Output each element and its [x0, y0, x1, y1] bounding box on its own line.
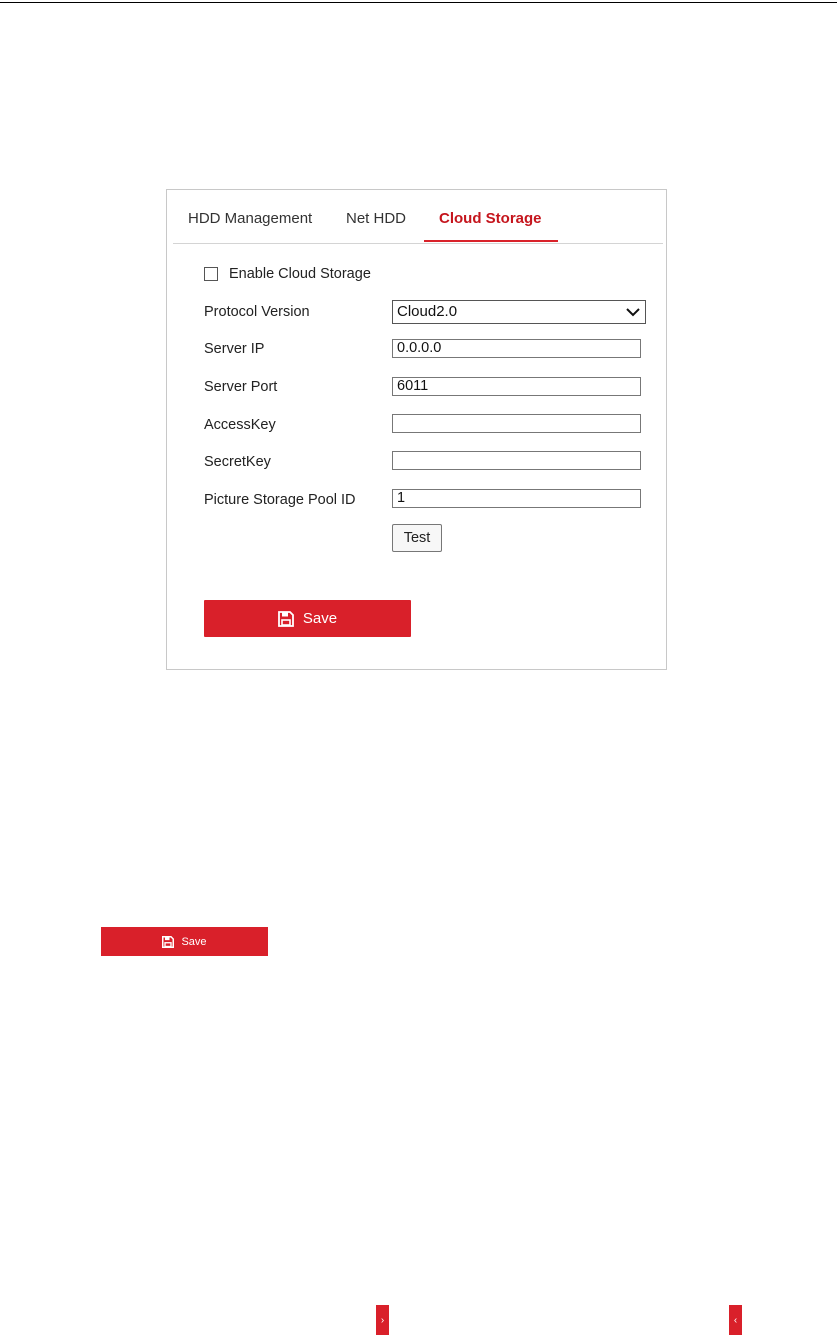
save-icon — [278, 611, 294, 627]
picture-storage-pool-id-label: Picture Storage Pool ID — [204, 492, 356, 508]
chevron-down-icon — [626, 306, 640, 318]
protocol-version-value: Cloud2.0 — [397, 303, 458, 320]
chevron-right-icon: › — [380, 1314, 385, 1326]
save-icon — [162, 936, 174, 948]
save-button[interactable] — [204, 600, 411, 637]
enable-cloud-storage-checkbox[interactable] — [204, 267, 218, 281]
enable-cloud-storage-row[interactable] — [204, 266, 371, 282]
active-tab-underline — [424, 240, 558, 242]
chevron-left-icon: ‹ — [733, 1314, 738, 1326]
access-key-label: AccessKey — [204, 417, 276, 433]
cloud-storage-panel — [166, 189, 667, 670]
side-tab-collapse[interactable] — [729, 1305, 742, 1335]
enable-cloud-storage-label: Enable Cloud Storage — [229, 266, 371, 282]
tab-bar — [173, 190, 663, 244]
tab-cloud-storage[interactable]: Cloud Storage — [439, 210, 542, 227]
test-button[interactable]: Test — [392, 524, 442, 552]
picture-storage-pool-id-input[interactable]: 1 — [392, 489, 641, 508]
tab-hdd-management[interactable]: HDD Management — [188, 210, 313, 227]
save-button-small[interactable] — [101, 927, 268, 956]
server-port-label: Server Port — [204, 379, 278, 395]
page-top-rule — [0, 2, 837, 3]
server-ip-input[interactable]: 0.0.0.0 — [392, 339, 641, 358]
server-ip-label: Server IP — [204, 341, 265, 357]
server-port-input[interactable]: 6011 — [392, 377, 641, 396]
protocol-version-select[interactable] — [392, 300, 646, 324]
save-button-label: Save — [302, 610, 338, 627]
tab-net-hdd[interactable]: Net HDD — [346, 210, 407, 227]
secret-key-input[interactable] — [392, 451, 641, 470]
protocol-version-label: Protocol Version — [204, 304, 310, 320]
side-tab-expand[interactable] — [376, 1305, 389, 1335]
save-small-label: Save — [181, 935, 207, 948]
secret-key-label: SecretKey — [204, 454, 271, 470]
access-key-input[interactable] — [392, 414, 641, 433]
